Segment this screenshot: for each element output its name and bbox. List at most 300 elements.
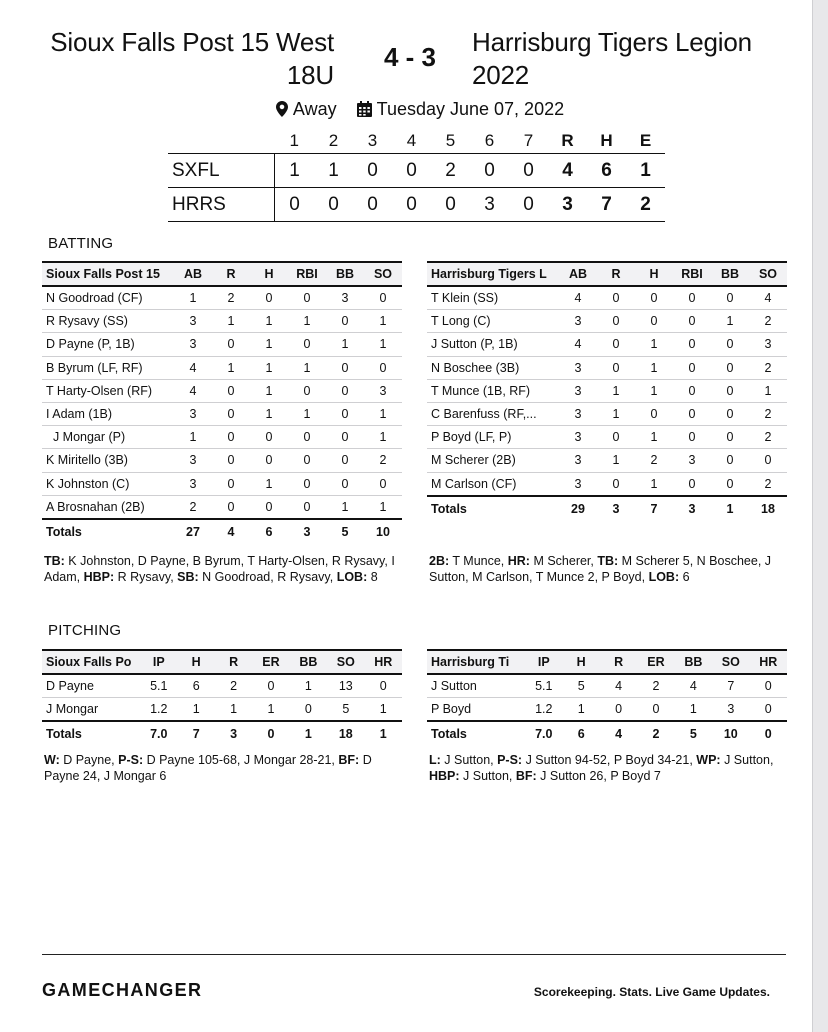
stat-cell: 1 [711, 310, 749, 333]
footer-tagline: Scorekeeping. Stats. Live Game Updates. [533, 985, 770, 999]
total-cell: 10 [376, 524, 390, 539]
player-name: P Boyd (LF, P) [427, 426, 559, 449]
stat-cell: 1 [597, 402, 635, 425]
player-row [427, 333, 787, 356]
stat-cell: 1 [635, 472, 673, 496]
note-key: P-S: [497, 753, 523, 767]
stat-cell: 3 [174, 402, 212, 425]
home-team-line1: Sioux Falls Post 15 West [50, 27, 334, 57]
linescore-team: SXFL [168, 154, 275, 188]
stat-cell: 0 [288, 286, 326, 310]
stat-cell: 0 [597, 426, 635, 449]
player-name: K Johnston (C) [42, 472, 174, 495]
note-value: J Sutton, [440, 753, 498, 767]
note-value: R Rysavy, [114, 569, 178, 584]
total-cell: 6 [577, 727, 585, 742]
player-row [42, 333, 402, 356]
totals-label: Totals [46, 727, 82, 742]
stat-cell: 0 [250, 449, 288, 472]
stat-cell: 1 [364, 310, 402, 333]
stat-cell: 5.1 [140, 674, 177, 698]
total-hits: 6 [587, 154, 626, 188]
total-cell: 0 [267, 727, 275, 742]
inning-score: 1 [314, 154, 353, 188]
player-row [42, 449, 402, 472]
stat-cell: 0 [212, 449, 250, 472]
stat-cell: 1 [174, 286, 212, 310]
total-cell: 1 [304, 727, 312, 742]
stat-header: R [212, 262, 250, 286]
note-value: D Payne, [59, 753, 119, 767]
stat-cell: 0 [711, 426, 749, 449]
note-key: L: [429, 753, 441, 767]
note-key: TB: [44, 554, 65, 568]
stat-cell: 2 [749, 426, 787, 449]
stat-cell: 0 [212, 472, 250, 495]
stat-cell: 3 [559, 402, 597, 425]
stat-cell: 0 [597, 472, 635, 496]
home-batting-notes [44, 554, 400, 585]
stat-cell: 1 [326, 495, 364, 519]
stat-cell: 4 [174, 356, 212, 379]
note-value: K Johnston, D Payne, B Byrum, T Harty-Olsen, R Rysavy, I Adam, [44, 554, 395, 584]
stat-header: R [600, 650, 637, 674]
pitching-section-title: PITCHING [48, 622, 122, 639]
stat-cell: 2 [215, 674, 252, 698]
stat-cell: 0 [288, 379, 326, 402]
stat-cell: 0 [673, 379, 711, 402]
stat-cell: 0 [673, 472, 711, 496]
away-team-line2: 2022 [472, 60, 530, 90]
stat-cell: 1 [174, 426, 212, 449]
stat-cell: 0 [711, 472, 749, 496]
note-value: 8 [367, 569, 378, 584]
stat-cell: 0 [711, 333, 749, 356]
stat-cell: 0 [250, 426, 288, 449]
note-key: SB: [177, 569, 199, 584]
player-row [42, 402, 402, 425]
inning-score: 0 [353, 154, 392, 188]
home-team-name [4, 26, 334, 92]
total-cell: 3 [612, 501, 620, 516]
batting-section-title: BATTING [48, 235, 114, 252]
stat-header: HR [750, 650, 788, 674]
player-row [42, 286, 402, 310]
player-row [427, 698, 787, 722]
stat-cell: 13 [327, 674, 364, 698]
stat-cell: 3 [559, 449, 597, 472]
stat-cell: 0 [212, 333, 250, 356]
stat-cell: 0 [290, 698, 327, 722]
total-cell: 29 [571, 501, 585, 516]
total-cell: 3 [688, 501, 696, 516]
inning-score: 0 [509, 154, 548, 188]
stat-cell: 4 [675, 674, 712, 698]
note-key: BF: [338, 753, 360, 767]
stat-header: BB [711, 262, 749, 286]
stat-cell: 1 [364, 495, 402, 519]
inning-header: 6 [484, 130, 495, 150]
errors-header: E [639, 130, 652, 150]
gamechanger-logo: GAMECHANGER [42, 980, 203, 1000]
stat-header: R [215, 650, 252, 674]
stat-cell: 0 [326, 426, 364, 449]
stat-header: RBI [673, 262, 711, 286]
player-row [42, 356, 402, 379]
stat-cell: 2 [749, 356, 787, 379]
note-key: HBP: [429, 768, 460, 783]
stat-cell: 1 [212, 356, 250, 379]
totals-label: Totals [46, 524, 82, 539]
stat-cell: 0 [635, 402, 673, 425]
total-cell: 7.0 [150, 727, 168, 742]
inning-header: 7 [523, 130, 534, 150]
player-name: J Sutton [427, 674, 525, 698]
total-cell: 4 [227, 524, 235, 539]
stat-header: H [635, 262, 673, 286]
totals-label: Totals [431, 501, 467, 516]
stat-header: RBI [288, 262, 326, 286]
stat-cell: 1 [562, 698, 599, 722]
stat-cell: 0 [637, 698, 674, 722]
total-cell: 18 [761, 501, 775, 516]
totals-row [42, 721, 402, 746]
stat-cell: 3 [673, 449, 711, 472]
inning-header: 3 [367, 130, 378, 150]
stat-cell: 0 [600, 698, 637, 722]
stat-cell: 0 [673, 333, 711, 356]
totals-row [427, 496, 787, 521]
note-value: 6 [679, 569, 690, 584]
stat-header: H [250, 262, 288, 286]
player-name: N Boschee (3B) [427, 356, 559, 379]
player-name: N Goodroad (CF) [42, 286, 174, 310]
player-name: J Mongar (P) [42, 426, 174, 449]
location-pin-icon [276, 101, 288, 117]
total-cell: 6 [265, 524, 273, 539]
stat-header: R [597, 262, 635, 286]
total-cell: 18 [338, 727, 353, 742]
stat-cell: 1.2 [525, 698, 562, 722]
inning-header: 4 [406, 130, 417, 150]
player-row [427, 379, 787, 402]
player-row [42, 310, 402, 333]
footer-divider [42, 954, 786, 955]
game-date: Tuesday June 07, 2022 [376, 98, 565, 119]
team-header: Harrisburg Ti [427, 650, 525, 674]
player-row [427, 426, 787, 449]
stat-cell: 1 [250, 379, 288, 402]
note-value: N Goodroad, R Rysavy, [198, 569, 337, 584]
stat-cell: 1.2 [140, 698, 177, 722]
stat-cell: 2 [635, 449, 673, 472]
player-name: T Munce (1B, RF) [427, 379, 559, 402]
player-name: M Carlson (CF) [427, 472, 559, 496]
stat-header: SO [712, 650, 749, 674]
stat-cell: 0 [212, 402, 250, 425]
stat-cell: 0 [326, 402, 364, 425]
game-meta [0, 98, 828, 120]
inning-header: 2 [328, 130, 339, 150]
stat-cell: 1 [365, 698, 403, 722]
total-runs: 4 [548, 154, 587, 188]
stat-cell: 1 [290, 674, 327, 698]
stat-cell: 4 [749, 286, 787, 310]
stat-cell: 0 [750, 698, 788, 722]
note-key: LOB: [648, 569, 680, 584]
stat-cell: 0 [597, 333, 635, 356]
stat-cell: 0 [326, 310, 364, 333]
player-row [427, 472, 787, 496]
note-value: J Sutton, [459, 768, 516, 783]
stat-cell: 4 [559, 333, 597, 356]
away-team-line1: Harrisburg Tigers Legion [472, 27, 752, 57]
note-key: W: [44, 753, 60, 767]
stat-cell: 1 [364, 426, 402, 449]
inning-score: 1 [275, 154, 315, 188]
stat-header: H [562, 650, 599, 674]
player-name: C Barenfuss (RF,... [427, 402, 559, 425]
stat-cell: 0 [635, 310, 673, 333]
hits-header: H [600, 130, 613, 150]
stat-header: AB [174, 262, 212, 286]
player-name: D Payne (P, 1B) [42, 333, 174, 356]
stat-header: ER [252, 650, 289, 674]
note-value: M Scherer 5, N Boschee, J Sutton, M Carlson, T Munce 2, P Boyd, [429, 554, 772, 584]
stat-cell: 3 [559, 356, 597, 379]
stat-cell: 1 [326, 333, 364, 356]
stat-cell: 3 [174, 310, 212, 333]
stat-cell: 0 [597, 356, 635, 379]
inning-header: 5 [445, 130, 456, 150]
stat-cell: 1 [364, 402, 402, 425]
stat-cell: 0 [673, 426, 711, 449]
stat-cell: 1 [288, 356, 326, 379]
stat-cell: 0 [597, 286, 635, 310]
player-row [42, 674, 402, 698]
stat-cell: 1 [597, 379, 635, 402]
runs-header: R [561, 130, 574, 150]
stat-cell: 1 [177, 698, 214, 722]
stat-cell: 2 [749, 310, 787, 333]
stat-cell: 0 [364, 356, 402, 379]
stat-cell: 0 [288, 495, 326, 519]
stat-cell: 1 [635, 426, 673, 449]
stat-cell: 1 [597, 449, 635, 472]
total-cell: 7.0 [535, 727, 553, 742]
stat-cell: 0 [673, 286, 711, 310]
away-pitching-table [427, 649, 787, 746]
note-key: TB: [597, 554, 619, 568]
total-cell: 1 [379, 727, 387, 742]
player-row [427, 402, 787, 425]
stat-cell: 3 [174, 333, 212, 356]
stat-cell: 0 [288, 333, 326, 356]
stat-header: SO [364, 262, 402, 286]
totals-row [427, 721, 787, 746]
total-hits: 7 [587, 188, 626, 222]
stat-cell: 1 [250, 472, 288, 495]
stat-cell: 3 [326, 286, 364, 310]
stat-cell: 3 [559, 310, 597, 333]
note-key: LOB: [336, 569, 368, 584]
stat-cell: 0 [750, 674, 788, 698]
stat-header: IP [525, 650, 562, 674]
total-cell: 5 [689, 727, 697, 742]
stat-header: SO [749, 262, 787, 286]
total-cell: 3 [230, 727, 238, 742]
player-row [427, 286, 787, 310]
note-key: HR: [507, 554, 530, 568]
player-row [427, 356, 787, 379]
stat-cell: 1 [635, 356, 673, 379]
stat-cell: 1 [288, 310, 326, 333]
stat-cell: 1 [675, 698, 712, 722]
stat-header: HR [365, 650, 403, 674]
inning-score: 0 [509, 188, 548, 222]
stat-cell: 0 [673, 310, 711, 333]
team-header: Sioux Falls Po [42, 650, 140, 674]
player-row [427, 449, 787, 472]
stat-cell: 4 [174, 379, 212, 402]
note-value: J Sutton, [720, 753, 774, 767]
total-cell: 2 [652, 727, 660, 742]
stat-header: AB [559, 262, 597, 286]
stat-header: IP [140, 650, 177, 674]
linescore-table [168, 128, 665, 222]
note-value: J Sutton 94-52, P Boyd 34-21, [522, 753, 697, 767]
stat-cell: 3 [559, 379, 597, 402]
stat-cell: 0 [711, 286, 749, 310]
stat-cell: 0 [326, 379, 364, 402]
stat-cell: 0 [288, 449, 326, 472]
player-name: R Rysavy (SS) [42, 310, 174, 333]
note-value: J Sutton 26, P Boyd 7 [536, 768, 661, 783]
stat-cell: 1 [215, 698, 252, 722]
stat-cell: 7 [712, 674, 749, 698]
home-pitching-notes [44, 753, 400, 784]
home-team-line2: 18U [286, 60, 334, 90]
stat-header: ER [637, 650, 674, 674]
stat-cell: 0 [212, 495, 250, 519]
stat-cell: 2 [749, 472, 787, 496]
away-pitching-notes [429, 753, 785, 784]
total-cell: 7 [192, 727, 200, 742]
inning-score: 0 [314, 188, 353, 222]
stat-cell: 2 [212, 286, 250, 310]
stat-cell: 0 [288, 426, 326, 449]
player-name: T Long (C) [427, 310, 559, 333]
linescore-team: HRRS [168, 188, 275, 222]
stat-header: BB [326, 262, 364, 286]
stat-cell: 0 [212, 426, 250, 449]
player-name: J Sutton (P, 1B) [427, 333, 559, 356]
total-runs: 3 [548, 188, 587, 222]
stat-cell: 1 [635, 379, 673, 402]
linescore-row [168, 154, 665, 188]
inning-score: 0 [275, 188, 315, 222]
inning-header: 1 [289, 130, 299, 150]
location-label: Away [292, 98, 337, 119]
stat-cell: 1 [252, 698, 289, 722]
player-name: I Adam (1B) [42, 402, 174, 425]
player-row [42, 698, 402, 722]
linescore-row [168, 188, 665, 222]
stat-cell: 0 [597, 310, 635, 333]
stat-header: BB [675, 650, 712, 674]
note-key: BF: [515, 768, 537, 783]
inning-score: 0 [392, 188, 431, 222]
stat-cell: 0 [364, 472, 402, 495]
stat-cell: 3 [174, 449, 212, 472]
note-key: 2B: [429, 554, 450, 568]
stat-cell: 3 [712, 698, 749, 722]
stat-cell: 3 [749, 333, 787, 356]
stat-cell: 3 [174, 472, 212, 495]
calendar-icon [357, 101, 372, 117]
stat-cell: 2 [637, 674, 674, 698]
stat-cell: 2 [364, 449, 402, 472]
stat-cell: 0 [250, 286, 288, 310]
total-cell: 27 [186, 524, 200, 539]
inning-score: 3 [470, 188, 509, 222]
inning-score: 0 [392, 154, 431, 188]
player-row [42, 495, 402, 519]
stat-cell: 0 [673, 356, 711, 379]
player-row [42, 472, 402, 495]
total-cell: 5 [341, 524, 349, 539]
player-name: A Brosnahan (2B) [42, 495, 174, 519]
total-errors: 2 [626, 188, 665, 222]
stat-cell: 6 [177, 674, 214, 698]
total-errors: 1 [626, 154, 665, 188]
away-batting-notes [429, 554, 785, 585]
team-header: Harrisburg Tigers L [427, 262, 559, 286]
note-value: M Scherer, [529, 554, 598, 568]
total-cell: 1 [726, 501, 734, 516]
totals-row [42, 519, 402, 544]
note-value: D Payne 24, J Mongar 6 [44, 753, 372, 783]
stat-cell: 1 [749, 379, 787, 402]
inning-score: 0 [470, 154, 509, 188]
stat-cell: 0 [711, 402, 749, 425]
stat-cell: 1 [250, 310, 288, 333]
player-name: T Harty-Olsen (RF) [42, 379, 174, 402]
stat-cell: 1 [250, 333, 288, 356]
stat-cell: 0 [252, 674, 289, 698]
inning-score: 2 [431, 154, 470, 188]
stat-cell: 0 [364, 286, 402, 310]
stat-cell: 3 [559, 472, 597, 496]
stat-cell: 0 [711, 379, 749, 402]
home-pitching-table [42, 649, 402, 746]
stat-cell: 0 [326, 449, 364, 472]
team-header: Sioux Falls Post 15 [42, 262, 174, 286]
stat-cell: 0 [326, 356, 364, 379]
stat-cell: 4 [559, 286, 597, 310]
stat-cell: 1 [212, 310, 250, 333]
stat-cell: 2 [749, 402, 787, 425]
final-score: 4 - 3 [383, 42, 437, 72]
away-team-name [472, 26, 802, 92]
note-key: WP: [696, 753, 721, 767]
stat-cell: 5 [562, 674, 599, 698]
stat-cell: 1 [250, 356, 288, 379]
stat-header: SO [327, 650, 364, 674]
total-cell: 10 [723, 727, 738, 742]
stat-cell: 2 [174, 495, 212, 519]
player-name: B Byrum (LF, RF) [42, 356, 174, 379]
